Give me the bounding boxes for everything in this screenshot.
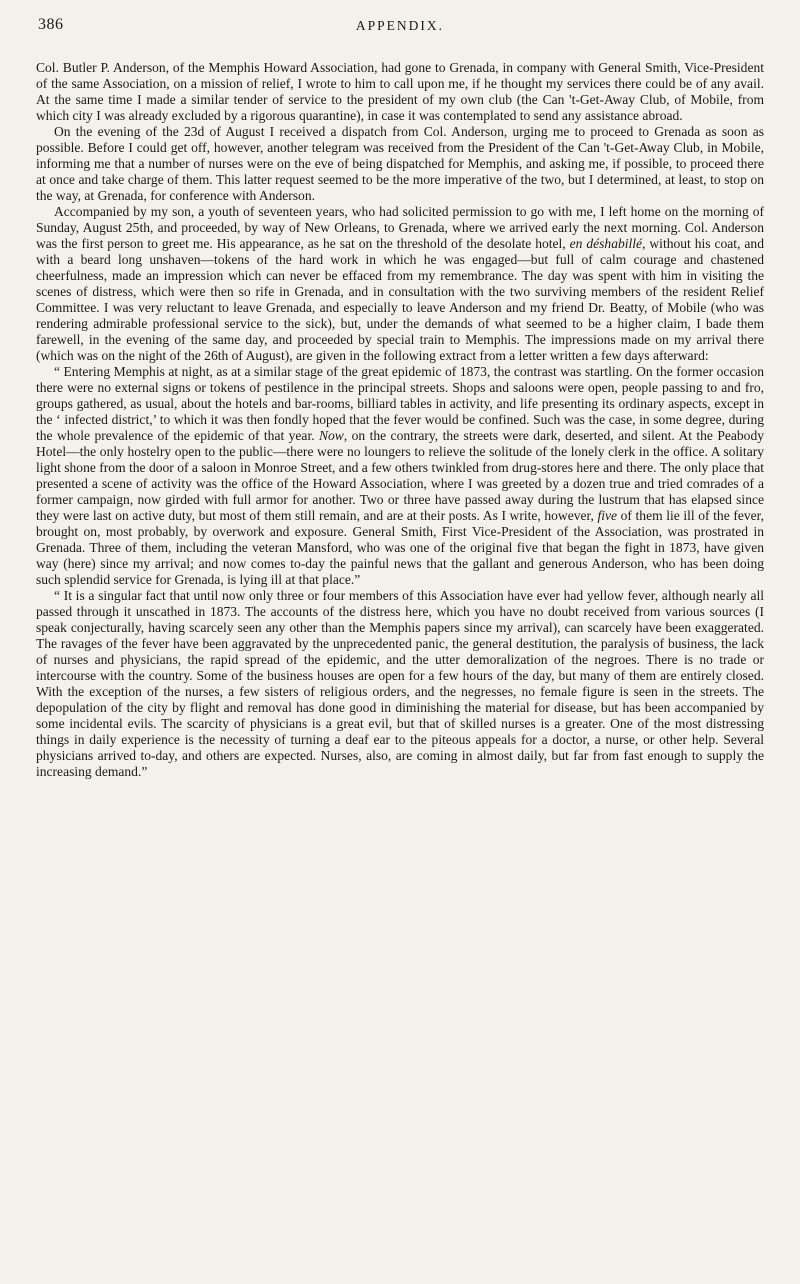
paragraph [36,204,764,364]
text-run: Accompanied by my son, a youth of seventeen years, who had solicited permission to go with me, I left home on the morning of Sunday, August 25th, and proceeded, by way of New Orleans, to Grenada, where we arrived early the next morning. Col. Anderson was the first person to greet me. His appearance, as he sat on the threshold of the desolate hotel, [36,204,764,251]
paragraph [36,60,764,124]
text-run: “ Entering Memphis at night, as at a similar stage of the great epidemic of 1873, the contrast was startling. On the former occasion there were no external signs or tokens of pestilence in the principal streets. Shops and saloons were open, people passing to and fro, groups gathered, as usual, about the hotels and bar-rooms, billiard tables in activity, and life presenting its ordinary aspects, except in the ‘ infected district,’ to which it was then fondly hoped that the fever would be confined. Such was the case, in some degree, during the whole prevalence of the epidemic of that year. [36,364,764,443]
page-number: 386 [38,16,64,33]
text-run: On the evening of the 23d of August I received a dispatch from Col. Anderson, urging me to proceed to Grenada as soon as possible. Before I could get off, however, another telegram was received from the President of the Can 't-Get-Away Club, in Mobile, informing me that a number of nurses were on the eve of being dispatched for Memphis, and asking me, if possible, to proceed there at once and take charge of them. This latter request seemed to be the more imperative of the two, but I determined, at least, to stop on the way, at Grenada, for conference with Anderson. [36,124,764,203]
paragraph [36,588,764,780]
paragraph [36,364,764,588]
page-header [36,14,764,40]
italic-text: en déshabillé [569,236,643,251]
text-run: Col. Butler P. Anderson, of the Memphis Howard Association, had gone to Grenada, in company with General Smith, Vice-President of the same Association, on a mission of relief, I wrote to him to call upon me, if he thought my services there could be of any avail. At the same time I made a similar tender of service to the president of my own club (the Can 't-Get-Away Club, of Mobile, from which city I was already excluded by a rigorous quarantine), in case it was contemplated to send any assistance abroad. [36,60,764,123]
italic-text: Now [319,428,344,443]
paragraph [36,124,764,204]
body-text [36,60,764,780]
text-run: , on the contrary, the streets were dark, deserted, and silent. At the Peabody Hotel—the only hostelry open to the public—there were no loungers to relieve the solitude of the lonely clerk in the office. A solitary light shone from the door of a saloon in Monroe Street, and a few others twinkled from drug-stores here and there. The only place that presented a scene of activity was the office of the Howard Association, where I was greeted by a dozen true and tried comrades of a former campaign, now girded with full armor for another. Two or three have passed away during the lustrum that has elapsed since they were last on active duty, but most of them still remain, and are at their posts. As I write, however, [36,428,765,523]
running-head: APPENDIX. [355,18,445,33]
text-run: , without his coat, and with a beard long unshaven—tokens of the hard work in which he was engaged—but full of calm courage and chastened cheerfulness, made an impression which can never be effaced from my remembrance. The day was spent with him in visiting the scenes of distress, which were then so rife in Grenada, and in consultation with the two surviving members of the resident Relief Committee. I was very reluctant to leave Grenada, and especially to leave Anderson and my friend Dr. Beatty, of Mobile (who was rendering admirable professional service to the sick), but, under the demands of what seemed to be a higher claim, I bade them farewell, in the evening of the same day, and proceeded by special train to Memphis. The impressions made on my arrival there (which was on the night of the 26th of August), are given in the following extract from a letter written a few days afterward: [36,236,764,363]
text-run: “ It is a singular fact that until now only three or four members of this Association have ever had yellow fever, although nearly all passed through it unscathed in 1873. The accounts of the distress here, which you have no doubt received from various sources (I speak conjecturally, having scarcely seen any other than the Memphis papers since my arrival), can scarcely have been exaggerated. The ravages of the fever have been aggravated by the unprecedented panic, the general destitution, the paralysis of business, the lack of nurses and physicians, the rapid spread of the epidemic, and the utter demoralization of the negroes. There is no trade or intercourse with the country. Some of the business houses are open for a few hours of the day, but many of them are entirely closed. With the exception of the nurses, a few sisters of religious orders, and the negresses, no female figure is seen in the streets. The depopulation of the city by flight and removal has done good in diminishing the material for disease, but has been accompanied by some incidental evils. The scarcity of physicians is a great evil, but that of skilled nurses is a greater. One of the most distressing things in daily experience is the necessity of turning a deaf ear to the piteous appeals for a doctor, a nurse, or other help. Several physicians arrived to-day, and others are expected. Nurses, also, are coming in almost daily, but far from fast enough to supply the increasing demand.” [36,588,764,779]
text-run: of them lie ill of the fever, brought on, most probably, by overwork and exposure. General Smith, First Vice-President of the Association, was prostrated in Grenada. Three of them, including the veteran Mansford, who was one of the original five that began the fight in 1873, have given way (here) since my arrival; and now comes to-day the painful news that the gallant and generous Anderson, who has been doing such splendid service for Grenada, is lying ill at that place.” [36,508,764,587]
italic-text: five [597,508,618,523]
